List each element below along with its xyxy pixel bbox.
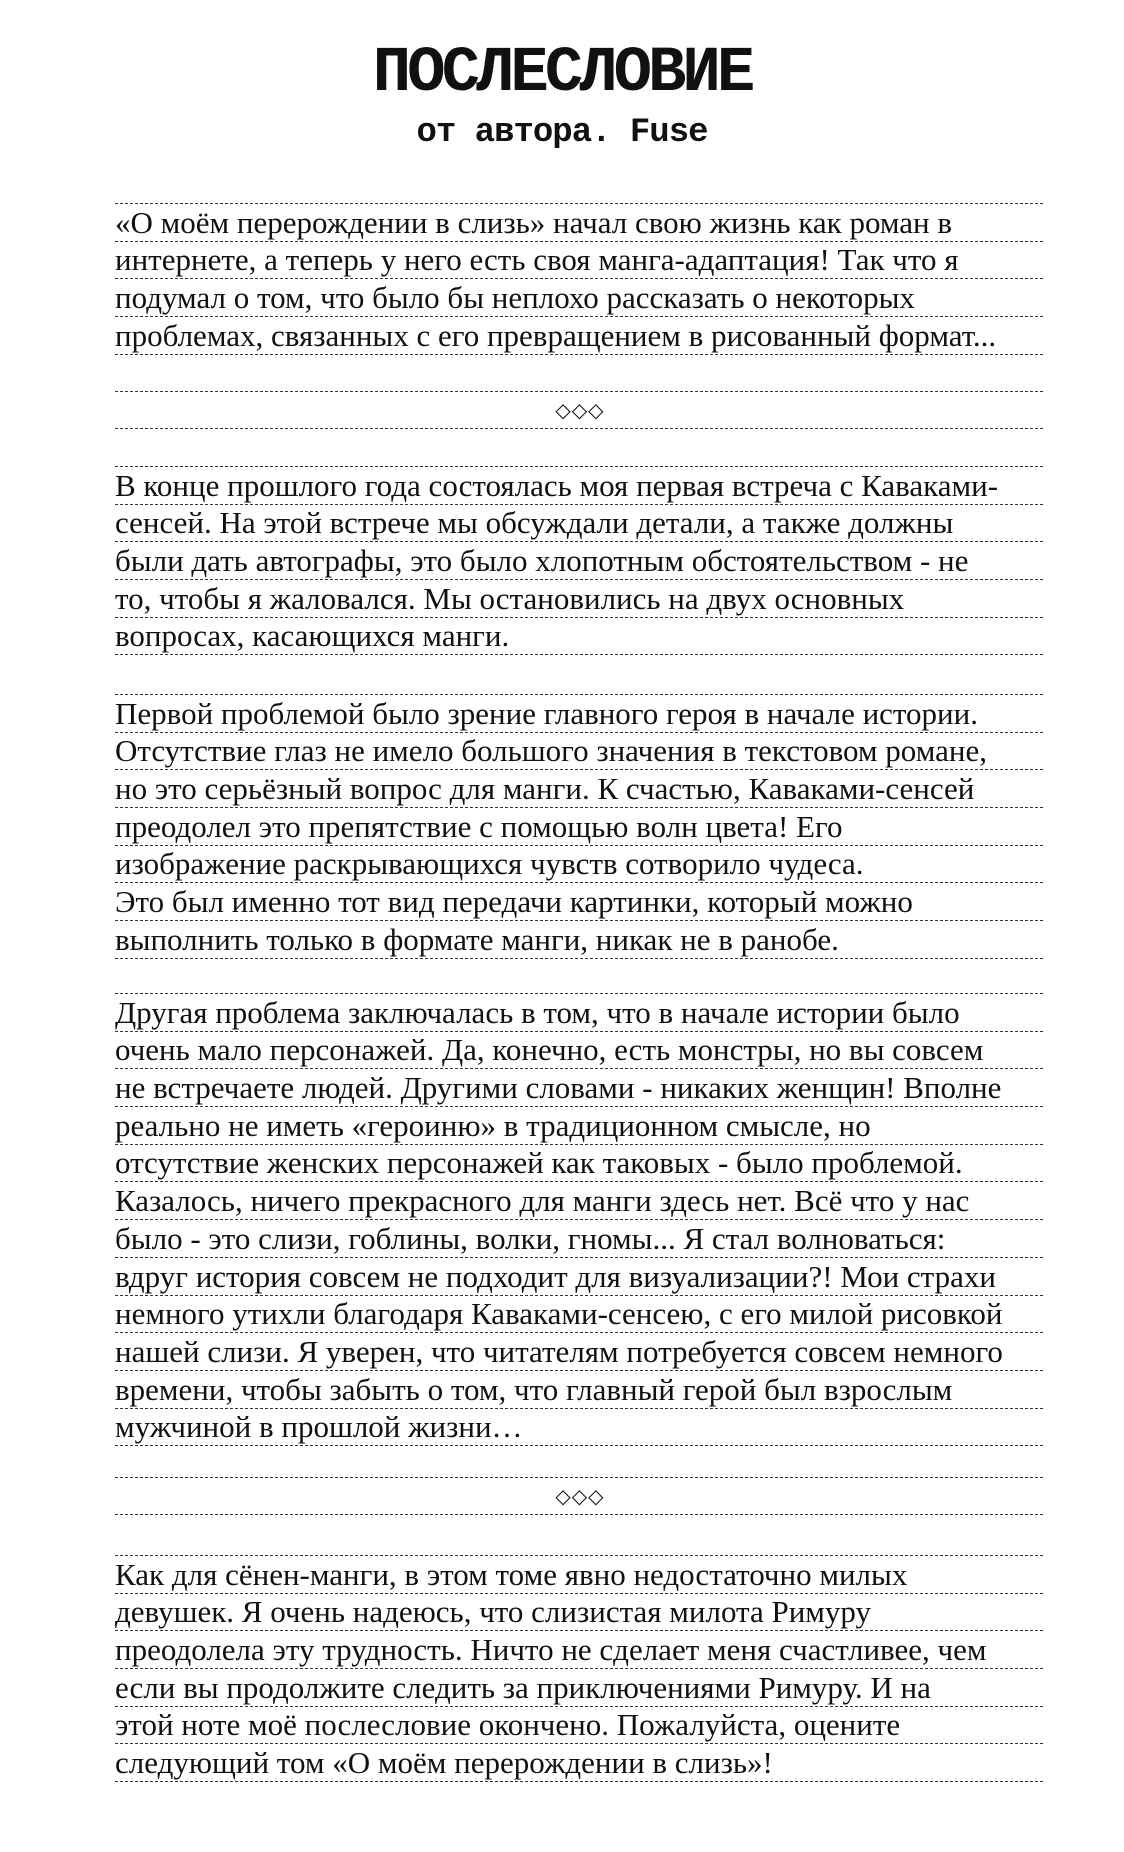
line-text: сенсей. На этой встрече мы обсуждали детали, а также должны xyxy=(115,505,954,541)
text-line xyxy=(115,994,1045,1031)
text-line xyxy=(115,1556,1045,1593)
line-text: Казалось, ничего прекрасного для манги здесь нет. Всё что у нас xyxy=(115,1183,970,1219)
text-line xyxy=(115,1145,1045,1182)
line-text: вопросах, касающихся манги. xyxy=(115,618,510,654)
line-text: преодолела эту трудность. Ничто не сделает меня счастливее, чем xyxy=(115,1632,987,1668)
paragraph-2 xyxy=(115,466,1045,655)
line-text: очень мало персонажей. Да, конечно, есть монстры, но вы совсем xyxy=(115,1032,984,1068)
text-line xyxy=(115,1409,1045,1446)
line-text: нашей слизи. Я уверен, что читателям потребуется совсем немного xyxy=(115,1333,1003,1369)
text-line xyxy=(115,1594,1045,1631)
diamond-separator-icon: ◇◇◇ xyxy=(555,1484,605,1508)
paragraph-3 xyxy=(115,694,1045,959)
text-line xyxy=(115,770,1045,807)
line-text: проблемах, связанных с его превращением в рисованный формат... xyxy=(115,317,997,353)
text-line xyxy=(115,580,1045,617)
text-line xyxy=(115,733,1045,770)
text-line xyxy=(115,808,1045,845)
text-line xyxy=(115,1182,1045,1219)
paragraph-5 xyxy=(115,1555,1045,1782)
text-line xyxy=(115,695,1045,732)
line-text: В конце прошлого года состоялась моя первая встреча с Каваками- xyxy=(115,467,999,503)
line-text: преодолел это препятствие с помощью волн цвета! Его xyxy=(115,808,843,844)
line-text: следующий том «О моём перерождении в слизь»! xyxy=(115,1745,773,1781)
line-text: Первой проблемой было зрение главного героя в начале истории. xyxy=(115,695,978,731)
text-line xyxy=(115,279,1045,316)
text-line xyxy=(115,242,1045,279)
text-line xyxy=(115,883,1045,920)
line-text: подумал о том, что было бы неплохо рассказать о некоторых xyxy=(115,280,915,316)
text-line xyxy=(115,846,1045,883)
line-text: выполнить только в формате манги, никак не в ранобе. xyxy=(115,921,839,957)
line-text: мужчиной в прошлой жизни… xyxy=(115,1409,523,1445)
text-line xyxy=(115,317,1045,354)
text-line xyxy=(115,1107,1045,1144)
dotted-rule xyxy=(115,428,1045,429)
line-text: не встречаете людей. Другими словами - никаких женщин! Вполне xyxy=(115,1070,1002,1106)
line-text: если вы продолжите следить за приключениями Римуру. И на xyxy=(115,1669,931,1705)
line-text: изображение раскрывающихся чувств сотворило чудеса. xyxy=(115,846,864,882)
text-line xyxy=(115,204,1045,241)
dotted-rule xyxy=(115,654,1045,655)
dotted-rule xyxy=(115,354,1045,355)
line-text: реально не иметь «героиню» в традиционном смысле, но xyxy=(115,1107,871,1143)
text-line xyxy=(115,1744,1045,1781)
dotted-rule xyxy=(115,1781,1045,1782)
text-line xyxy=(115,1707,1045,1744)
line-text: отсутствие женских персонажей как таковых - было проблемой. xyxy=(115,1145,963,1181)
line-text: Как для сёнен-манги, в этом томе явно недостаточно милых xyxy=(115,1556,908,1592)
paragraph-1 xyxy=(115,203,1045,355)
text-line xyxy=(115,542,1045,579)
page-subtitle: от автора. Fuse xyxy=(416,114,708,152)
line-text: интернете, а теперь у него есть своя манга-адаптация! Так что я xyxy=(115,242,959,278)
line-text: Другая проблема заключалась в том, что в начале истории было xyxy=(115,994,960,1030)
text-line xyxy=(115,1296,1045,1333)
text-line xyxy=(115,1371,1045,1408)
text-line xyxy=(115,1333,1045,1370)
line-text: времени, чтобы забыть о том, что главный герой был взрослым xyxy=(115,1371,953,1407)
text-line xyxy=(115,1631,1045,1668)
line-text: были дать автографы, это было хлопотным обстоятельством - не xyxy=(115,543,969,579)
line-text: «О моём перерождении в слизь» начал свою жизнь как роман в xyxy=(115,204,953,240)
text-line xyxy=(115,921,1045,958)
dotted-rule xyxy=(115,1445,1045,1446)
line-text: Отсутствие глаз не имело большого значения в текстовом романе, xyxy=(115,733,987,769)
line-text: девушек. Я очень надеюсь, что слизистая милота Римуру xyxy=(115,1594,872,1630)
line-text: было - это слизи, гоблины, волки, гномы... Я стал волноваться: xyxy=(115,1220,946,1256)
page-title: ПОСЛЕСЛОВИЕ xyxy=(372,38,752,110)
dotted-rule xyxy=(115,1514,1045,1515)
diamond-separator-icon: ◇◇◇ xyxy=(555,398,605,422)
separator-1 xyxy=(115,391,1045,429)
line-text: но это серьёзный вопрос для манги. К счастью, Каваками-сенсей xyxy=(115,771,975,807)
paragraph-4 xyxy=(115,993,1045,1446)
text-line xyxy=(115,1220,1045,1257)
text-line xyxy=(115,505,1045,542)
text-line xyxy=(115,1069,1045,1106)
text-line xyxy=(115,467,1045,504)
separator-2 xyxy=(115,1477,1045,1515)
line-text: Это был именно тот вид передачи картинки, который можно xyxy=(115,884,913,920)
text-line xyxy=(115,1258,1045,1295)
text-line xyxy=(115,1669,1045,1706)
line-text: немного утихли благодаря Каваками-сенсею, с его милой рисовкой xyxy=(115,1296,1003,1332)
line-text: то, чтобы я жаловался. Мы остановились на двух основных xyxy=(115,580,905,616)
line-text: вдруг история совсем не подходит для визуализации?! Мои страхи xyxy=(115,1258,996,1294)
text-line xyxy=(115,618,1045,655)
text-line xyxy=(115,1032,1045,1069)
dotted-rule xyxy=(115,958,1045,959)
line-text: этой ноте моё послесловие окончено. Пожалуйста, оцените xyxy=(115,1707,901,1743)
